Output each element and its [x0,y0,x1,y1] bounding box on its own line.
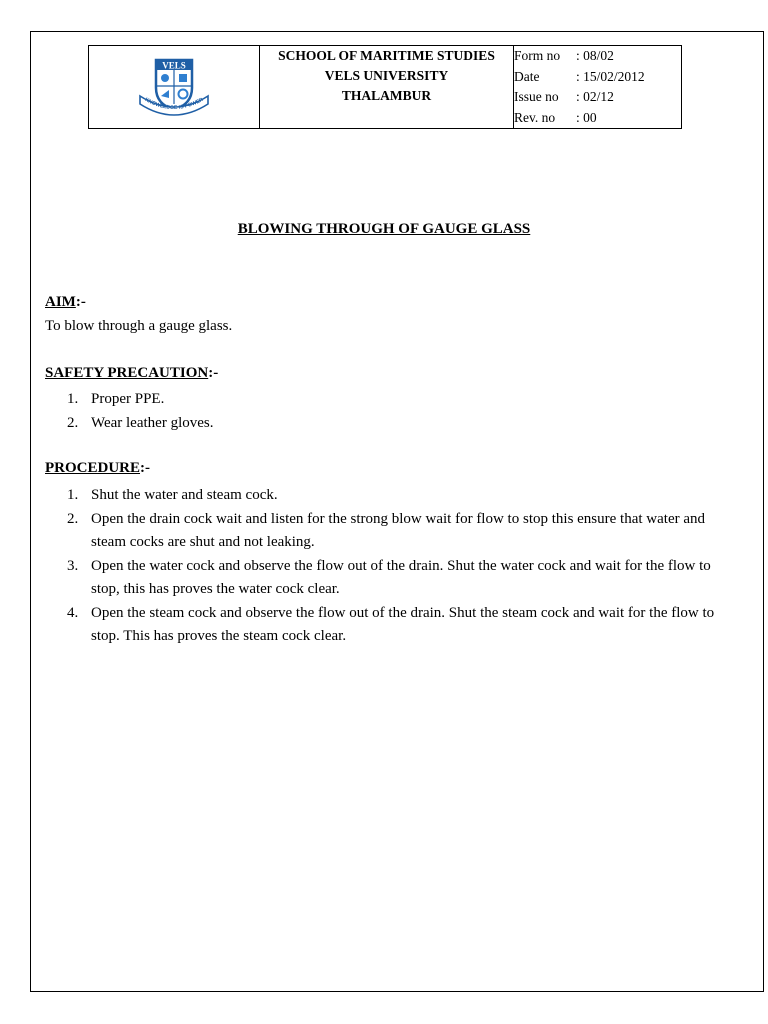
form-meta-cell [514,46,682,129]
form-no-row: Form no : 08/02 [514,48,614,63]
school-name-cell [260,46,514,129]
procedure-list [67,484,727,649]
list-item: 4. Open the steam cock and observe the flow out of the drain. Shut the steam cock and wait for the flow to stop. This has proves the steam cock clear. [67,604,715,644]
svg-text:KNOWLEDGE IS POWER: KNOWLEDGE IS POWER [143,96,205,112]
logo-cell [89,46,260,129]
school-line: VELS UNIVERSITY [324,68,449,83]
date-row: Date : 15/02/2012 [514,68,645,84]
document-title: BLOWING THROUGH OF GAUGE GLASS [237,221,531,237]
vels-university-logo [134,54,214,118]
list-item: 3. Open the water cock and observe the flow out of the drain. Shut the water cock and wait for the flow to stop, this has proves the water cock clear. [67,557,711,597]
svg-text:VELS: VELS [162,60,186,71]
rev-no-row: Rev. no : 00 [514,109,597,125]
list-item: 2. Open the drain cock wait and listen for the strong blow wait for flow to stop this ensure that water and steam cocks are shut and not leaking. [67,510,706,550]
list-item: 2. Wear leather gloves. [67,414,214,431]
school-line: THALAMBUR [341,88,432,103]
aim-heading: AIM:- [45,294,86,310]
school-line: SCHOOL OF MARITIME STUDIES [278,48,495,63]
issue-no-row: Issue no : 02/12 [514,89,614,104]
aim-text: To blow through a gauge glass. [45,318,233,334]
list-item: 1. Shut the water and steam cock. [67,487,278,503]
list-item: 1. Proper PPE. [67,391,165,407]
safety-list [67,388,727,435]
document-header-table [88,45,682,129]
procedure-heading: PROCEDURE:- [45,460,151,476]
safety-heading: SAFETY PRECAUTION:- [45,365,219,381]
